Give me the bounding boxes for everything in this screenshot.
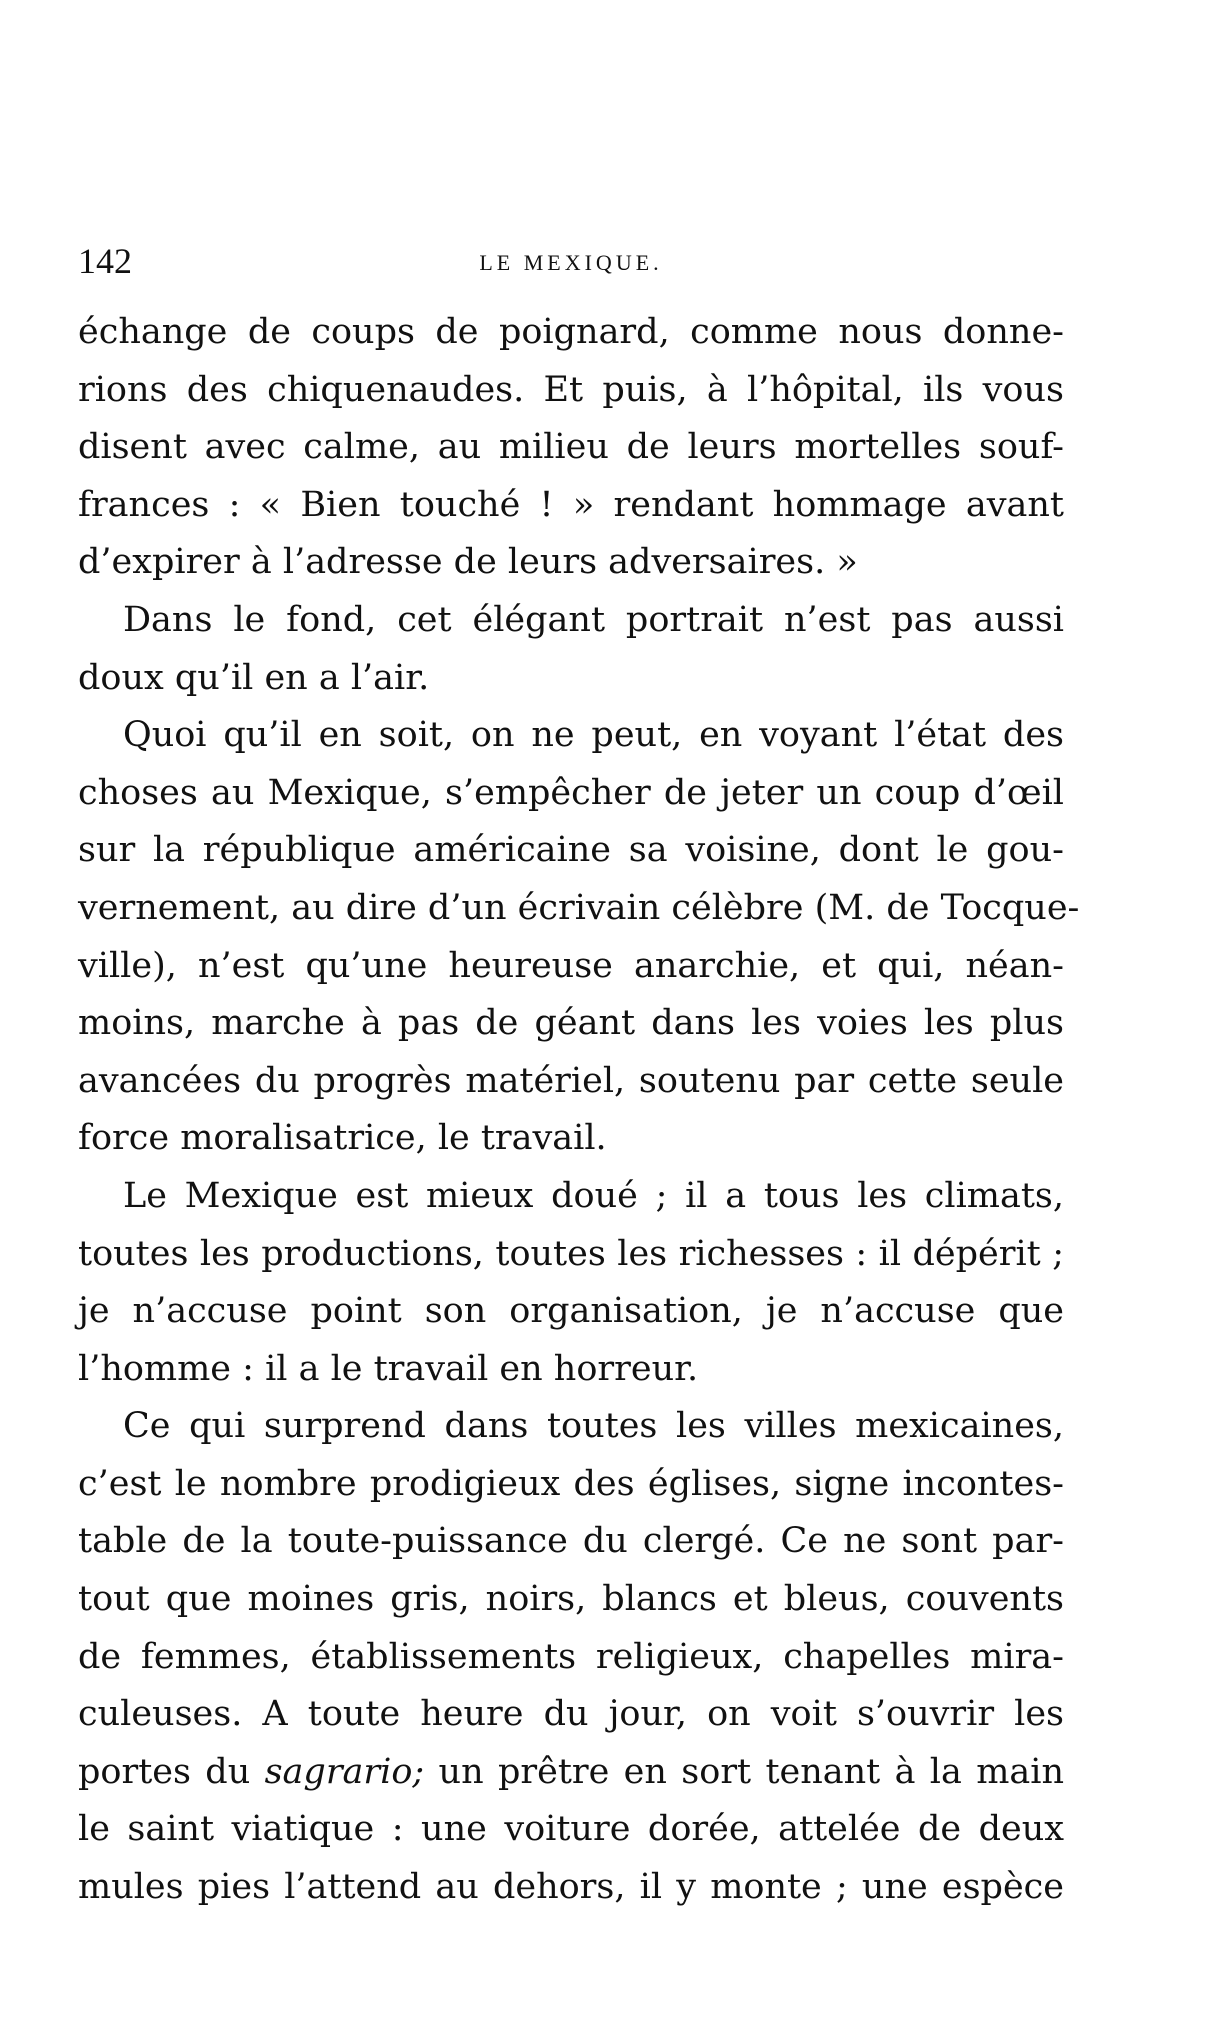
- text-line: d’expirer à l’adresse de leurs adversaires. »: [78, 542, 858, 583]
- paragraph-2: [78, 592, 1064, 707]
- text-line: table de la toute-puissance du clergé. Ce ne sont par-: [78, 1521, 1064, 1562]
- text-run: portes du: [78, 1751, 265, 1792]
- text-line: ville), n’est qu’une heureuse anarchie, et qui, néan-: [78, 945, 1064, 986]
- paragraph-4: [78, 1168, 1064, 1398]
- page-number: 142: [78, 241, 132, 281]
- italic-word: sagrario;: [264, 1751, 425, 1792]
- text-line: culeuses. A toute heure du jour, on voit s’ouvrir les: [78, 1694, 1064, 1735]
- text-line: le saint viatique : une voiture dorée, attelée de deux: [78, 1809, 1064, 1850]
- paragraph-1: [78, 304, 1064, 592]
- text-line: avancées du progrès matériel, soutenu par cette seule: [78, 1060, 1064, 1101]
- text-line: Dans le fond, cet élégant portrait n’est pas aussi: [123, 599, 1064, 640]
- text-line: de femmes, établissements religieux, chapelles mira-: [78, 1636, 1064, 1677]
- text-line: doux qu’il en a l’air.: [78, 657, 430, 698]
- running-head: LE MEXIQUE.: [479, 250, 663, 275]
- text-line: sur la république américaine sa voisine, dont le gou-: [78, 830, 1064, 871]
- text-line: l’homme : il a le travail en horreur.: [78, 1348, 699, 1389]
- text-line: choses au Mexique, s’empêcher de jeter un coup d’œil: [78, 772, 1064, 813]
- paragraph-5: [78, 1398, 1064, 1916]
- text-line: moins, marche à pas de géant dans les voies les plus: [78, 1003, 1064, 1044]
- body-text: [78, 304, 1080, 1917]
- text-line: c’est le nombre prodigieux des églises, signe incontes-: [78, 1463, 1064, 1504]
- text-line: Ce qui surprend dans toutes les villes mexicaines,: [123, 1406, 1064, 1447]
- text-line: rions des chiquenaudes. Et puis, à l’hôpital, ils vous: [78, 369, 1064, 410]
- text-line: vernement, au dire d’un écrivain célèbre (M. de Tocque-: [78, 887, 1080, 928]
- text-line: frances : « Bien touché ! » rendant hommage avant: [78, 484, 1064, 525]
- text-line: Le Mexique est mieux doué ; il a tous les climats,: [123, 1175, 1064, 1216]
- text-line: toutes les productions, toutes les richesses : il dépérit ;: [78, 1233, 1064, 1274]
- text-line: Quoi qu’il en soit, on ne peut, en voyant l’état des: [123, 715, 1064, 756]
- text-line-with-italic: [78, 1744, 1064, 1802]
- text-line: force moralisatrice, le travail.: [78, 1118, 607, 1159]
- text-line: je n’accuse point son organisation, je n’accuse que: [78, 1291, 1064, 1332]
- text-run: un prêtre en sort tenant à la main: [424, 1751, 1064, 1792]
- page-header: [78, 240, 1064, 290]
- text-line: tout que moines gris, noirs, blancs et bleus, couvents: [78, 1579, 1064, 1620]
- text-line: échange de coups de poignard, comme nous donne-: [78, 312, 1064, 352]
- text-line: mules pies l’attend au dehors, il y monte ; une espèce: [78, 1867, 1064, 1908]
- text-line: disent avec calme, au milieu de leurs mortelles souf-: [78, 427, 1064, 468]
- paragraph-3: [78, 707, 1080, 1168]
